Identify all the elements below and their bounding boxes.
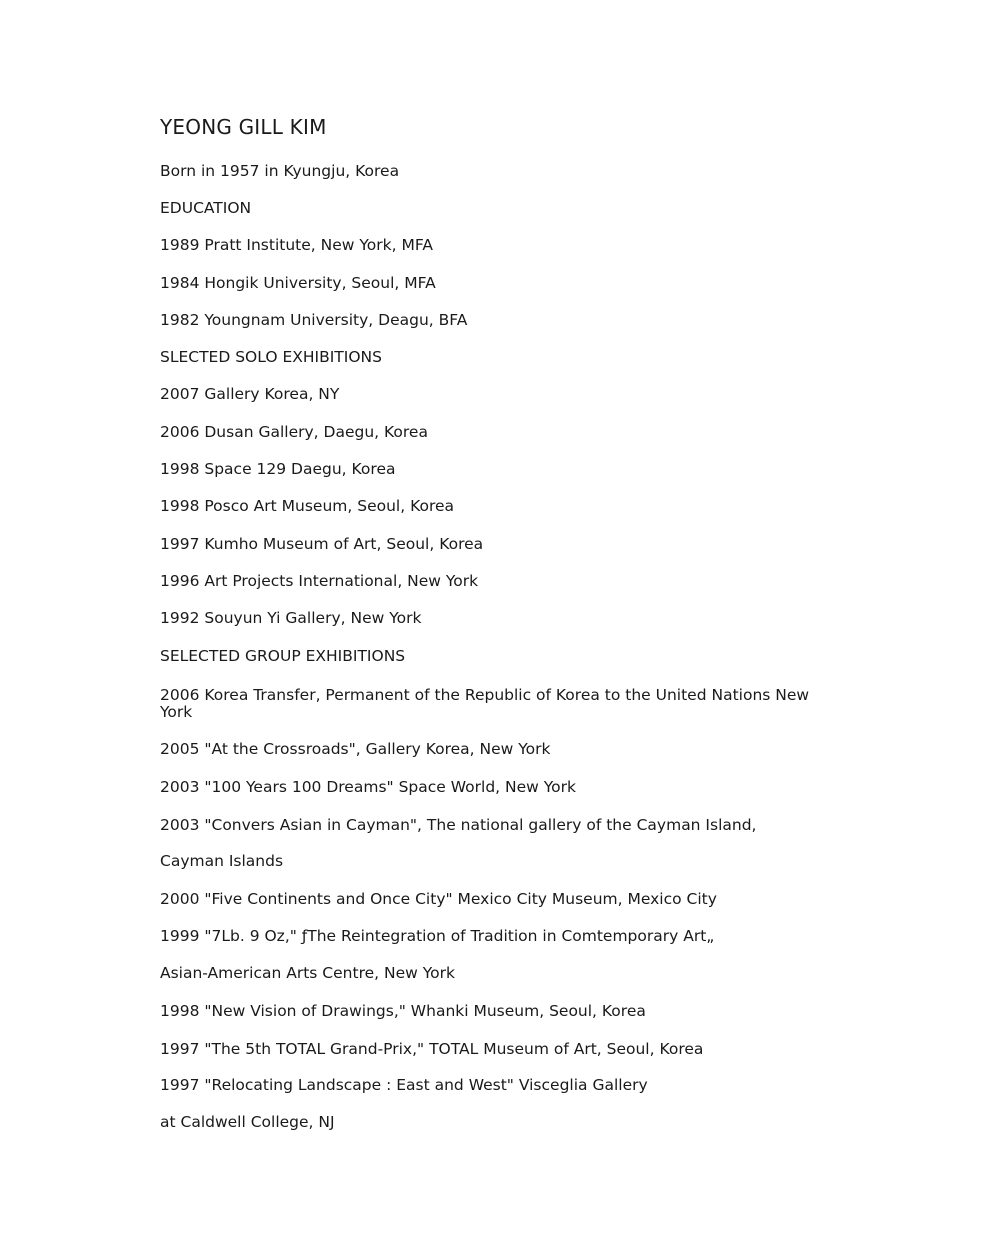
solo-exhibition-item: 2006 Dusan Gallery, Daegu, Korea — [160, 423, 428, 441]
solo-exhibition-item: 1998 Space 129 Daegu, Korea — [160, 460, 396, 478]
group-exhibition-item: 1997 "Relocating Landscape : East and West" Visceglia Gallery — [160, 1076, 648, 1094]
education-item: 1984 Hongik University, Seoul, MFA — [160, 274, 436, 292]
group-exhibition-item: 2005 "At the Crossroads", Gallery Korea, New York — [160, 740, 551, 758]
group-exhibition-item: at Caldwell College, NJ — [160, 1113, 335, 1131]
education-item: 1982 Youngnam University, Deagu, BFA — [160, 311, 468, 329]
group-exhibition-item: 2000 "Five Continents and Once City" Mexico City Museum, Mexico City — [160, 890, 717, 908]
education-item: 1989 Pratt Institute, New York, MFA — [160, 236, 433, 254]
group-exhibition-item: 2006 Korea Transfer, Permanent of the Republic of Korea to the United Nations New York — [160, 686, 810, 721]
solo-exhibition-item: 1998 Posco Art Museum, Seoul, Korea — [160, 497, 455, 515]
birth-info: Born in 1957 in Kyungju, Korea — [160, 162, 400, 180]
solo-exhibition-item: 1997 Kumho Museum of Art, Seoul, Korea — [160, 535, 484, 553]
solo-exhibitions-heading: SLECTED SOLO EXHIBITIONS — [160, 348, 382, 366]
solo-exhibition-item: 2007 Gallery Korea, NY — [160, 385, 340, 403]
group-exhibition-item: 1998 "New Vision of Drawings," Whanki Museum, Seoul, Korea — [160, 1002, 646, 1020]
group-exhibition-item: 2003 "Convers Asian in Cayman", The national gallery of the Cayman Island, — [160, 816, 757, 834]
solo-exhibition-item: 1992 Souyun Yi Gallery, New York — [160, 609, 422, 627]
group-exhibition-item: 1999 "7Lb. 9 Oz," ƒThe Reintegration of Tradition in Comtemporary Art„ — [160, 927, 715, 945]
group-exhibition-item: Cayman Islands — [160, 852, 284, 870]
group-exhibition-item: 1997 "The 5th TOTAL Grand-Prix," TOTAL Museum of Art, Seoul, Korea — [160, 1040, 704, 1058]
group-exhibitions-heading: SELECTED GROUP EXHIBITIONS — [160, 647, 406, 665]
group-exhibition-item: Asian-American Arts Centre, New York — [160, 964, 455, 982]
group-exhibition-item: 2003 "100 Years 100 Dreams" Space World, New York — [160, 778, 576, 796]
education-heading: EDUCATION — [160, 199, 252, 217]
artist-name: YEONG GILL KIM — [160, 115, 327, 139]
solo-exhibition-item: 1996 Art Projects International, New York — [160, 572, 479, 590]
